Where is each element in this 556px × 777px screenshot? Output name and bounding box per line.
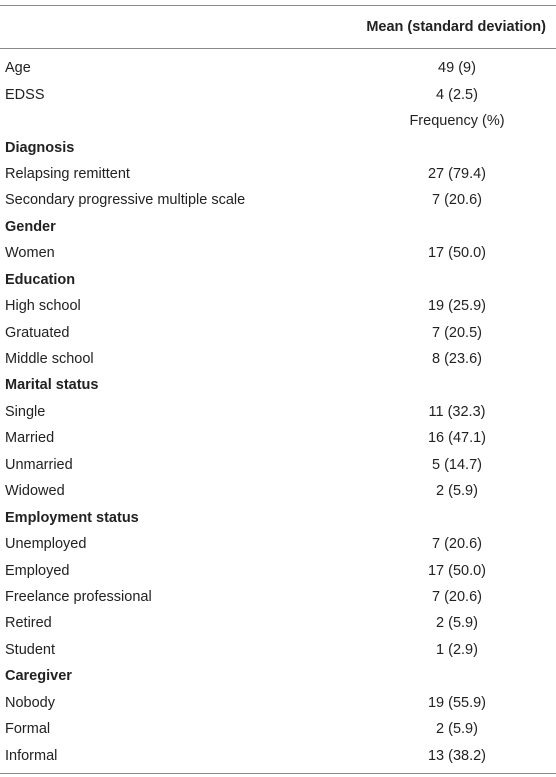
section-header-row: [0, 504, 556, 530]
table-row: [0, 55, 556, 81]
row-value: 19 (25.9): [427, 298, 487, 315]
row-value: 27 (79.4): [427, 165, 487, 182]
row-value: 7 (20.6): [432, 192, 482, 209]
section-label: Gender: [5, 218, 56, 235]
table-row: [0, 81, 556, 107]
table-row: [0, 187, 556, 213]
row-value: 5 (14.7): [432, 456, 482, 473]
row-value: 2 (5.9): [436, 615, 478, 632]
table-row: [0, 531, 556, 557]
table-row: [0, 161, 556, 187]
table-row: [0, 637, 556, 663]
table-bottom-rule: [0, 773, 556, 774]
section-header-row: [0, 214, 556, 240]
row-label: Unemployed: [5, 536, 87, 553]
section-label: Diagnosis: [5, 139, 75, 156]
subheader-row: [0, 108, 556, 134]
row-value: 19 (55.9): [427, 694, 487, 711]
table-row: [0, 346, 556, 372]
table-row: [0, 319, 556, 345]
table-header-rule: [0, 48, 556, 49]
row-label: Widowed: [5, 483, 65, 500]
table-row: [0, 716, 556, 742]
section-label: Caregiver: [5, 668, 72, 685]
row-label: Women: [5, 245, 55, 262]
table-row: [0, 610, 556, 636]
row-label: Informal: [5, 747, 58, 764]
row-value: 8 (23.6): [432, 351, 482, 368]
row-value: 17 (50.0): [427, 245, 487, 262]
row-label: High school: [5, 298, 81, 315]
column-header-mean-sd: Mean (standard deviation): [366, 18, 546, 35]
row-value: 13 (38.2): [427, 747, 487, 764]
section-header-row: [0, 134, 556, 160]
row-label: Employed: [5, 562, 70, 579]
table-row: [0, 557, 556, 583]
row-value: 2 (5.9): [436, 721, 478, 738]
row-label: EDSS: [5, 86, 45, 103]
row-label: Middle school: [5, 351, 94, 368]
row-label: Retired: [5, 615, 52, 632]
table-row: [0, 425, 556, 451]
section-label: Marital status: [5, 377, 99, 394]
row-value: 2 (5.9): [436, 483, 478, 500]
table-row: [0, 293, 556, 319]
row-value: 4 (2.5): [436, 86, 478, 103]
table-row: [0, 690, 556, 716]
table-body: [0, 55, 556, 769]
row-value: 7 (20.6): [432, 588, 482, 605]
row-label: Unmarried: [5, 456, 73, 473]
row-value: 7 (20.6): [432, 536, 482, 553]
row-value: 49 (9): [438, 60, 476, 77]
table-row: [0, 240, 556, 266]
section-header-row: [0, 663, 556, 689]
row-value: 7 (20.5): [432, 324, 482, 341]
row-label: Gratuated: [5, 324, 70, 341]
row-label: Freelance professional: [5, 588, 152, 605]
row-label: Secondary progressive multiple scale: [5, 192, 246, 209]
row-label: Student: [5, 641, 55, 658]
section-label: Education: [5, 271, 76, 288]
table-row: [0, 742, 556, 768]
frequency-subheader: Frequency (%): [409, 113, 505, 130]
table-row: [0, 452, 556, 478]
row-label: Married: [5, 430, 55, 447]
row-value: 1 (2.9): [436, 641, 478, 658]
section-label: Employment status: [5, 509, 139, 526]
table-row: [0, 399, 556, 425]
row-value: 17 (50.0): [427, 562, 487, 579]
row-label: Formal: [5, 721, 51, 738]
section-header-row: [0, 372, 556, 398]
row-value: 11 (32.3): [428, 403, 486, 420]
row-label: Nobody: [5, 694, 55, 711]
row-value: 16 (47.1): [427, 430, 487, 447]
row-label: Age: [5, 60, 31, 77]
row-label: Relapsing remittent: [5, 165, 130, 182]
row-label: Single: [5, 403, 46, 420]
section-header-row: [0, 267, 556, 293]
table-row: [0, 478, 556, 504]
table-row: [0, 584, 556, 610]
